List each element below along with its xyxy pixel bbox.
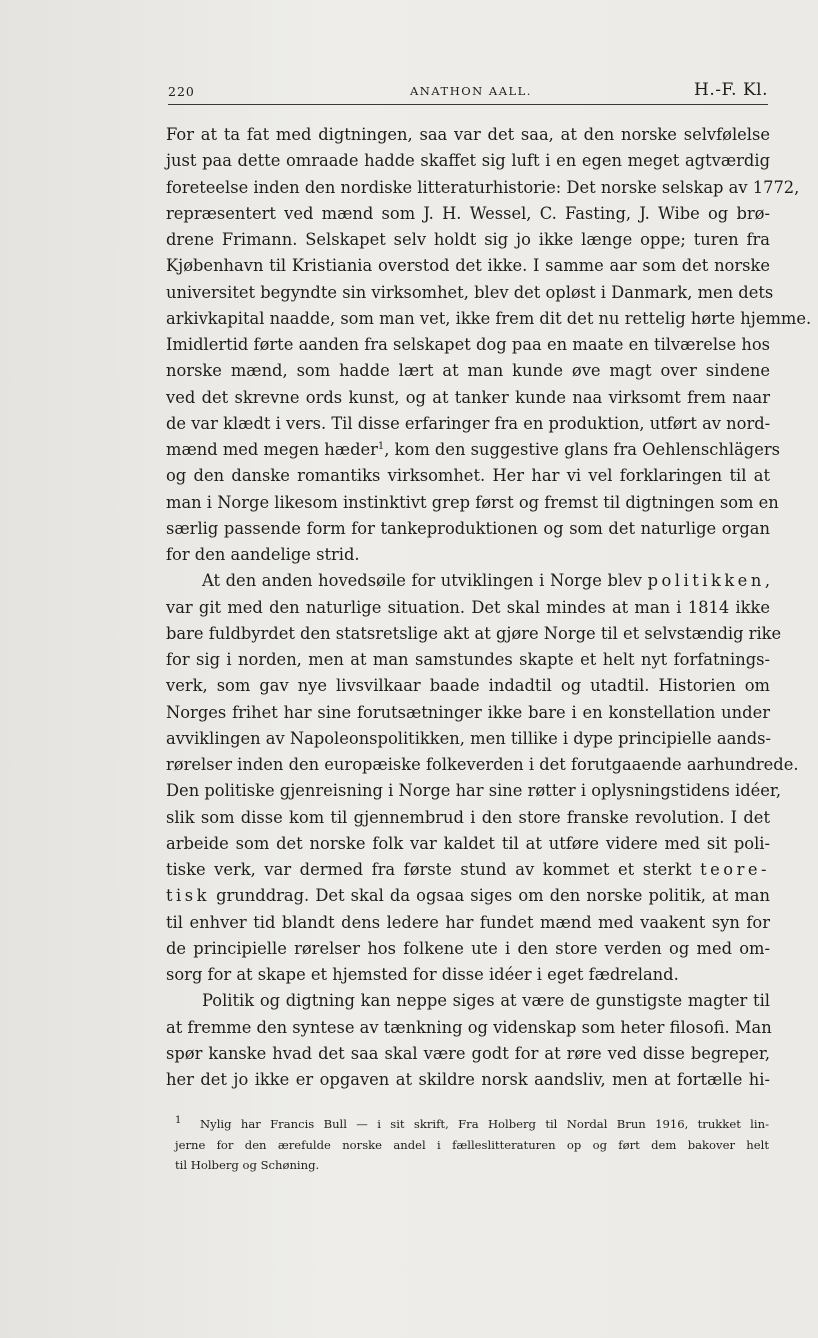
text-line (166, 778, 782, 804)
text-line (166, 1015, 770, 1041)
text-line-content: Kjøbenhavn til Kristiania overstod det ikke. I samme aar som det norske (166, 256, 770, 276)
text-line (166, 831, 770, 857)
text-line (166, 306, 812, 332)
footnote-line: jerne for den ærefulde norske andel i fælleslitteraturen op og ført dem bakover helt (175, 1137, 769, 1152)
text-line-tail: , (764, 571, 770, 591)
text-line (166, 726, 770, 752)
text-line-content: avviklingen av Napoleonspolitikken, men tillike i dype principielle aands- (166, 728, 772, 748)
spaced-emphasis: politikken (647, 571, 765, 591)
footnote (175, 1114, 769, 1176)
text-line-content: ved det skrevne ords kunst, og at tanker kunde naa virksomt frem naar (166, 387, 770, 407)
text-line-content: man i Norge likesom instinktivt grep først og fremst til digtningen som en (166, 492, 779, 512)
text-line (166, 201, 770, 227)
running-header (168, 82, 768, 102)
text-line-tail: grunddrag. Det skal da ogsaa siges om den norske politik, at man (209, 886, 770, 906)
text-line (166, 752, 799, 778)
text-line (166, 358, 770, 384)
text-line (166, 962, 770, 988)
text-line-content: mænd med megen hæder (166, 440, 378, 459)
text-line-content: til enhver tid blandt dens ledere har fundet mænd med vaakent syn for (166, 912, 770, 932)
text-line-content: Norges frihet har sine forutsætninger ikke bare i en konstellation under (166, 702, 770, 722)
text-line (166, 385, 770, 411)
text-line-tail: , kom den suggestive glans fra Oehlenschlägers (384, 440, 780, 459)
spaced-emphasis: teore- (700, 860, 770, 879)
text-line-content: arbeide som det norske folk var kaldet til at utføre videre med sit poli- (166, 833, 770, 853)
text-line (166, 542, 770, 568)
text-line-content: for sig i norden, men at man samstundes skapte et helt nyt forfatnings- (166, 650, 770, 669)
text-line (166, 280, 774, 306)
text-line-content: For at ta fat med digtningen, saa var det saa, at den norske selvfølelse (166, 125, 770, 144)
text-line-content: de var klædt i vers. Til disse erfaringer fra en produktion, utført av nord- (166, 413, 771, 433)
text-line-content: arkivkapital naadde, som man vet, ikke frem dit det nu rettelig hørte hjemme. (166, 308, 812, 328)
text-line-content: universitet begyndte sin virksomhet, blev det opløst i Danmark, men dets (166, 282, 774, 302)
text-line (166, 700, 770, 726)
spaced-emphasis: tisk (166, 886, 210, 906)
text-line (166, 148, 770, 174)
text-line-content: repræsentert ved mænd som J. H. Wessel, C. Fasting, J. Wibe og brø- (166, 203, 770, 223)
text-line (166, 1041, 770, 1067)
text-line (166, 332, 770, 358)
text-line-content: drene Frimann. Selskapet selv holdt sig jo ikke længe oppe; turen fra (166, 230, 770, 249)
footnote-line: til Holberg og Schøning. (175, 1158, 320, 1172)
text-line (166, 857, 770, 883)
text-line-content: bare fuldbyrdet den statsretslige akt at gjøre Norge til et selvstændig rike (166, 623, 782, 643)
text-line (166, 1067, 770, 1093)
text-line-content: slik som disse kom til gjennembrud i den store franske revolution. I det (166, 807, 770, 827)
text-line-content: de principielle rørelser hos folkene ute i den store verden og med om- (166, 938, 770, 958)
text-line (166, 463, 770, 489)
text-line-content: norske mænd, som hadde lært at man kunde øve magt over sindene (166, 361, 770, 381)
text-line (166, 568, 770, 594)
text-line-content: spør kanske hvad det saa skal være godt for at røre ved disse begreper, (166, 1043, 770, 1063)
text-line (166, 673, 770, 699)
text-line (166, 910, 770, 936)
footnote-line: Nylig har Francis Bull — i sit skrift, Fra Holberg til Nordal Brun 1916, trukket lin- (200, 1117, 769, 1131)
text-line-content: Politik og digtning kan neppe siges at være de gunstigste magter til (202, 991, 770, 1011)
text-line-content: Imidlertid førte aanden fra selskapet dog paa en maate en tilværelse hos (166, 335, 770, 354)
text-line (166, 936, 770, 962)
text-line (166, 437, 780, 463)
header-rule (168, 104, 768, 105)
text-line-content: sorg for at skape et hjemsted for disse idéer i eget fædreland. (166, 965, 679, 984)
text-line-content: og den danske romantiks virksomhet. Her har vi vel forklaringen til at (166, 466, 770, 486)
text-line (166, 490, 779, 516)
section-label: H.-F. Kl. (694, 80, 768, 100)
text-line-content: særlig passende form for tankeproduktionen og som det naturlige organ (166, 518, 770, 538)
text-line (166, 883, 770, 909)
text-line (166, 647, 770, 673)
text-line-content: just paa dette omraade hadde skaffet sig luft i en egen meget agtværdig (166, 151, 770, 171)
text-line-content: Den politiske gjenreisning i Norge har sine røtter i oplysningstidens idéer, (166, 781, 782, 801)
text-line (166, 516, 770, 542)
running-title: ANATHON AALL. (410, 84, 532, 98)
text-line (166, 253, 770, 279)
text-line (166, 595, 770, 621)
text-line (166, 227, 770, 253)
text-line (166, 988, 770, 1014)
text-line-content: foreteelse inden den nordiske litteraturhistorie: Det norske selskap av 1772, (166, 177, 800, 197)
page-number: 220 (168, 84, 195, 99)
text-line-content: verk, som gav nye livsvilkaar baade indadtil og utadtil. Historien om (166, 676, 770, 696)
text-line-content: for den aandelige strid. (166, 545, 360, 564)
text-line-content: tiske verk, var dermed fra første stund av kommet et sterkt (166, 860, 701, 879)
text-line-content: her det jo ikke er opgaven at skildre norsk aandsliv, men at fortælle hi- (166, 1070, 770, 1089)
text-line-content: var git med den naturlige situation. Det skal mindes at man i 1814 ikke (166, 597, 770, 617)
footnote-marker: 1 (175, 1115, 182, 1126)
text-line (166, 122, 770, 148)
text-line (166, 805, 770, 831)
footnote-reference: 1 (377, 441, 385, 452)
text-line (166, 411, 770, 437)
text-line-content: rørelser inden den europæiske folkeverden i det forutgaaende aarhundrede. (166, 755, 799, 774)
text-line-content: at fremme den syntese av tænkning og videnskap som heter filosofi. Man (166, 1017, 772, 1037)
text-line-content: At den anden hovedsøile for utviklingen i Norge blev (202, 571, 648, 591)
text-line (166, 175, 800, 201)
body-text (166, 122, 812, 1093)
text-line (166, 621, 782, 647)
